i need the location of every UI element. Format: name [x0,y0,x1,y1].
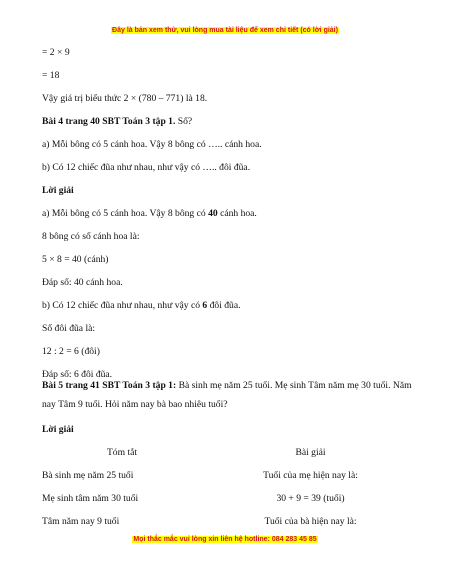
answer-4a-value: 40 [208,208,218,219]
exercise-5-question [42,376,412,414]
solution-heading-5-text: Lời giải [42,424,74,435]
hotline-notice-banner [0,536,450,543]
solution-4b-result: Đáp số: 6 đôi đũa. [42,369,113,380]
solution-4a-result: Đáp số: 40 cánh hoa. [42,277,123,288]
summary-row-3: Tâm năm nay 9 tuổi [42,516,120,527]
expression-conclusion: Vậy giá trị biểu thức 2 × (780 – 771) là 18. [42,93,208,104]
summary-row-1: Bà sinh mẹ năm 25 tuổi [42,470,134,481]
preview-notice-text: Đây là bản xem thử, vui lòng mua tài liệu để xem chi tiết (có lời giải) [112,27,338,34]
solution-row-2: 30 + 9 = 39 (tuổi) [276,493,345,504]
solution-heading-5 [42,424,422,436]
exercise-4-prompt: Số? [175,116,193,127]
solution-4b-calc: 12 : 2 = 6 (đôi) [42,346,100,357]
hotline-notice-text: Mọi thắc mắc vui lòng xin liên hệ hotline: 084 283 45 85 [133,536,317,543]
expression-step-1: = 2 × 9 [42,47,70,58]
answer-4b-suffix: đôi đũa. [207,300,241,311]
exercise-4b-question: b) Có 12 chiếc đũa như nhau, như vậy có ….. đôi đũa. [42,162,251,173]
solution-heading-4-text: Lời giải [42,185,74,196]
expression-step-2: = 18 [42,70,60,81]
solution-4a-calc: 5 × 8 = 40 (cánh) [42,254,109,265]
exercise-4a-answer [42,208,422,220]
summary-row-2: Mẹ sinh tâm năm 30 tuổi [42,493,139,504]
solution-heading-4 [42,185,422,197]
solution-row-3: Tuổi của bà hiện nay là: [264,516,357,527]
exercise-4-title: Bài 4 trang 40 SBT Toán 3 tập 1. [42,116,176,127]
solution-4b-step: Số đôi đũa là: [42,323,96,334]
answer-4a-prefix: a) Mỗi bông có 5 cánh hoa. Vậy 8 bông có [42,208,209,219]
exercise-4a-question: a) Mỗi bông có 5 cánh hoa. Vậy 8 bông có ….. cánh hoa. [42,139,262,150]
preview-notice-banner [0,27,450,34]
solution-4a-step: 8 bông có số cánh hoa là: [42,231,140,242]
exercise-5-text: Bà sinh mẹ năm 25 tuổi. Mẹ sinh Tâm năm mẹ 30 tuổi. Năm nay Tâm 9 tuổi. Hỏi năm nay bà bao nhiêu tuổi? [42,380,412,410]
answer-4b-value: 6 [202,300,208,311]
answer-4b-prefix: b) Có 12 chiếc đũa như nhau, như vậy có [42,300,203,311]
solution-row-1: Tuổi của mẹ hiện nay là: [263,470,358,481]
solution-column-header: Bài giải [295,447,326,458]
summary-column-header: Tóm tắt [106,447,138,458]
exercise-5-title: Bài 5 trang 41 SBT Toán 3 tập 1: [42,380,177,391]
exercise-4b-answer [42,300,422,312]
exercise-4-heading [42,116,422,128]
answer-4a-suffix: cánh hoa. [217,208,257,219]
